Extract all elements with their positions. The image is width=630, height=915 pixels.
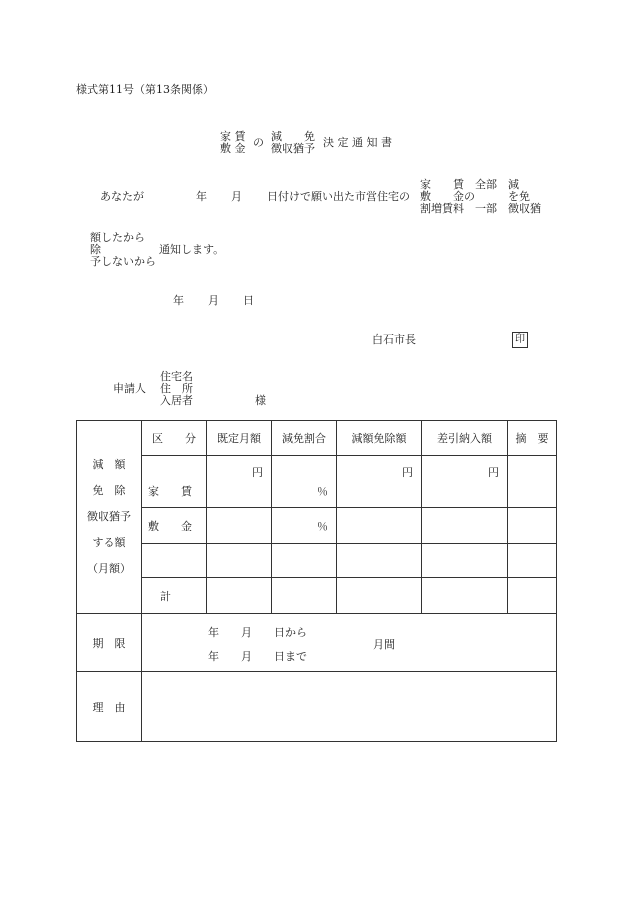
row-blank-tekiyo [508, 544, 557, 578]
row-blank-gen [337, 544, 422, 578]
header-gengaku: 減額免除額 [337, 421, 422, 456]
applicant-label: 申請人 [113, 382, 146, 395]
row-deposit-sashi [422, 508, 508, 544]
body-notify: 通知します。 [159, 243, 225, 256]
title-suffix: 決 定 通 知 書 [323, 136, 392, 149]
table-header-row [77, 421, 557, 456]
row-rent-tekiyo [508, 456, 557, 508]
table-row [77, 578, 557, 614]
kigen-value-cell [142, 614, 557, 672]
body-gaku1: 額したから [90, 231, 145, 244]
seal-mark: 印 [512, 332, 528, 348]
title-reduction: 減 免 [271, 130, 315, 143]
header-ratio: 減免割合 [272, 421, 337, 456]
body-option-deposit: 敷 金の を免 [420, 190, 530, 203]
row-deposit-label: 敷 金 [142, 508, 207, 544]
kigen-from: 年 月 日から [208, 626, 307, 639]
header-tekiyo: 摘 要 [508, 421, 557, 456]
body-gaku3: 予しないから [90, 255, 156, 268]
table-row [77, 456, 557, 508]
row-blank-sashi [422, 544, 508, 578]
row-deposit-ratio-unit: ％ [272, 508, 337, 544]
title-mid-stack [271, 131, 315, 155]
kigen-label: 期 限 [77, 614, 142, 672]
applicant-sama: 様 [255, 394, 266, 407]
left-header-5: （月額） [87, 562, 131, 575]
applicant-resident: 入居者 [160, 394, 193, 407]
body-date-text: 日付けで願い出た市営住宅の [267, 190, 410, 203]
body-year: 年 [196, 190, 207, 203]
body-reason-stack [90, 232, 156, 268]
left-header-2: 免 除 [92, 484, 126, 497]
applicant-house-name: 住宅名 [160, 370, 193, 383]
title-no: の [253, 136, 264, 149]
row-deposit-gen [337, 508, 422, 544]
kigen-period: 月間 [373, 638, 395, 651]
header-sashihiki: 差引納入額 [422, 421, 508, 456]
table-row [77, 508, 557, 544]
row-total-sashi [422, 578, 508, 614]
row-deposit-kitei [207, 508, 272, 544]
date-month: 月 [208, 294, 219, 307]
applicant-address: 住 所 [160, 382, 193, 395]
row-deposit-tekiyo [508, 508, 557, 544]
row-blank-label [142, 544, 207, 578]
body-gaku2: 除 [90, 243, 101, 256]
row-total-tekiyo [508, 578, 557, 614]
reduction-table [76, 420, 557, 742]
row-rent-label: 家 賃 [142, 456, 207, 508]
date-year: 年 [173, 294, 184, 307]
table-row [77, 544, 557, 578]
row-rent-ratio-unit: ％ [272, 456, 337, 508]
body-option-rent: 家 賃 全部 減 [420, 178, 519, 191]
row-total-kitei [207, 578, 272, 614]
row-total-gen [337, 578, 422, 614]
left-header-cell [77, 421, 142, 614]
left-header-4: する額 [92, 536, 126, 549]
issuer-name: 白石市長 [372, 333, 416, 346]
body-anata: あなたが [100, 190, 144, 203]
header-kitei: 既定月額 [207, 421, 272, 456]
title-deposit: 敷 金 [220, 142, 246, 155]
row-total-label: 計 [142, 578, 207, 614]
title-left-stack [220, 131, 246, 155]
riyu-label: 理 由 [77, 672, 142, 742]
row-rent-kitei-unit: 円 [207, 456, 272, 508]
row-total-ratio [272, 578, 337, 614]
title-postpone: 徴収猶予 [271, 142, 315, 155]
kigen-to: 年 月 日まで [208, 650, 307, 663]
left-header-1: 減 額 [92, 458, 126, 471]
row-blank-kitei [207, 544, 272, 578]
body-option-surcharge: 割増賃料 一部 徴収猶 [420, 202, 541, 215]
riyu-value [142, 672, 557, 742]
header-kubun: 区 分 [142, 421, 207, 456]
date-day: 日 [243, 294, 254, 307]
applicant-fields [160, 371, 193, 407]
body-options-stack [420, 179, 541, 215]
kigen-row [77, 614, 557, 672]
title-rent: 家 賃 [220, 130, 246, 143]
row-rent-gen-unit: 円 [337, 456, 422, 508]
row-blank-ratio [272, 544, 337, 578]
row-rent-sashi-unit: 円 [422, 456, 508, 508]
form-number: 様式第11号（第13条関係） [76, 83, 214, 96]
left-header-3: 徴収猶予 [87, 510, 131, 523]
riyu-row [77, 672, 557, 742]
body-month: 月 [231, 190, 242, 203]
